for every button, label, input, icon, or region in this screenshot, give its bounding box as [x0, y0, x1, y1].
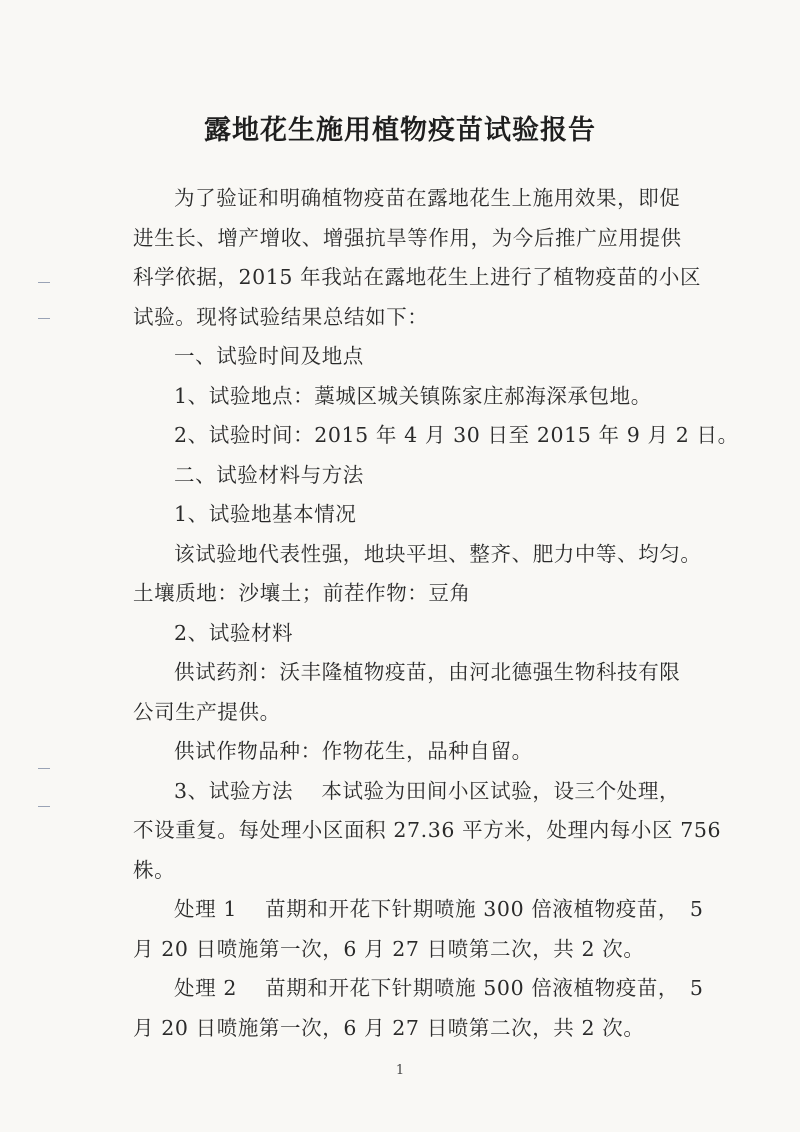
scan-mark — [38, 806, 50, 807]
paragraph-line: 不设重复。每处理小区面积 27.36 平方米，处理内每小区 756 — [133, 818, 722, 842]
scan-mark — [38, 282, 50, 283]
subsection-heading: 1、试验地基本情况 — [174, 502, 357, 526]
paragraph-line: 科学依据，2015 年我站在露地花生上进行了植物疫苗的小区 — [133, 265, 702, 289]
scan-mark — [38, 318, 50, 319]
section-heading: 一、试验时间及地点 — [174, 344, 364, 368]
paragraph-line: 公司生产提供。 — [133, 699, 281, 724]
paragraph-line: 月 20 日喷施第一次，6 月 27 日喷第二次，共 2 次。 — [133, 1015, 645, 1040]
paragraph-line: 土壤质地：沙壤土；前茬作物：豆角 — [133, 581, 471, 605]
page-number: 1 — [395, 1062, 405, 1078]
paragraph-line: 1、试验地点：藁城区城关镇陈家庄郝海深承包地。 — [174, 383, 652, 408]
paragraph-line: 为了验证和明确植物疫苗在露地花生上施用效果，即促 — [174, 186, 681, 210]
paragraph-line: 月 20 日喷施第一次，6 月 27 日喷第二次，共 2 次。 — [133, 936, 645, 961]
paragraph-line: 试验。现将试验结果总结如下： — [133, 304, 429, 329]
paragraph-line: 处理 2 苗期和开花下针期喷施 500 倍液植物疫苗， 5 — [174, 976, 704, 1000]
section-heading: 二、试验材料与方法 — [174, 462, 364, 487]
scan-mark — [38, 768, 50, 769]
paragraph-line: 进生长、增产增收、增强抗旱等作用，为今后推广应用提供 — [133, 225, 682, 250]
subsection-heading: 2、试验材料 — [174, 620, 294, 645]
paragraph-line: 株。 — [133, 857, 176, 882]
paragraph-line: 处理 1 苗期和开花下针期喷施 300 倍液植物疫苗， 5 — [174, 897, 704, 921]
paragraph-line: 3、试验方法 本试验为田间小区试验，设三个处理， — [174, 778, 681, 803]
paragraph-line: 2、试验时间：2015 年 4 月 30 日至 2015 年 9 月 2 日。 — [174, 423, 739, 447]
paragraph-line: 供试作物品种：作物花生，品种自留。 — [174, 739, 533, 763]
paragraph-line: 供试药剂：沃丰隆植物疫苗，由河北德强生物科技有限 — [174, 660, 681, 684]
paragraph-line: 该试验地代表性强，地块平坦、整齐、肥力中等、均匀。 — [174, 541, 702, 566]
document-title: 露地花生施用植物疫苗试验报告 — [204, 115, 596, 146]
